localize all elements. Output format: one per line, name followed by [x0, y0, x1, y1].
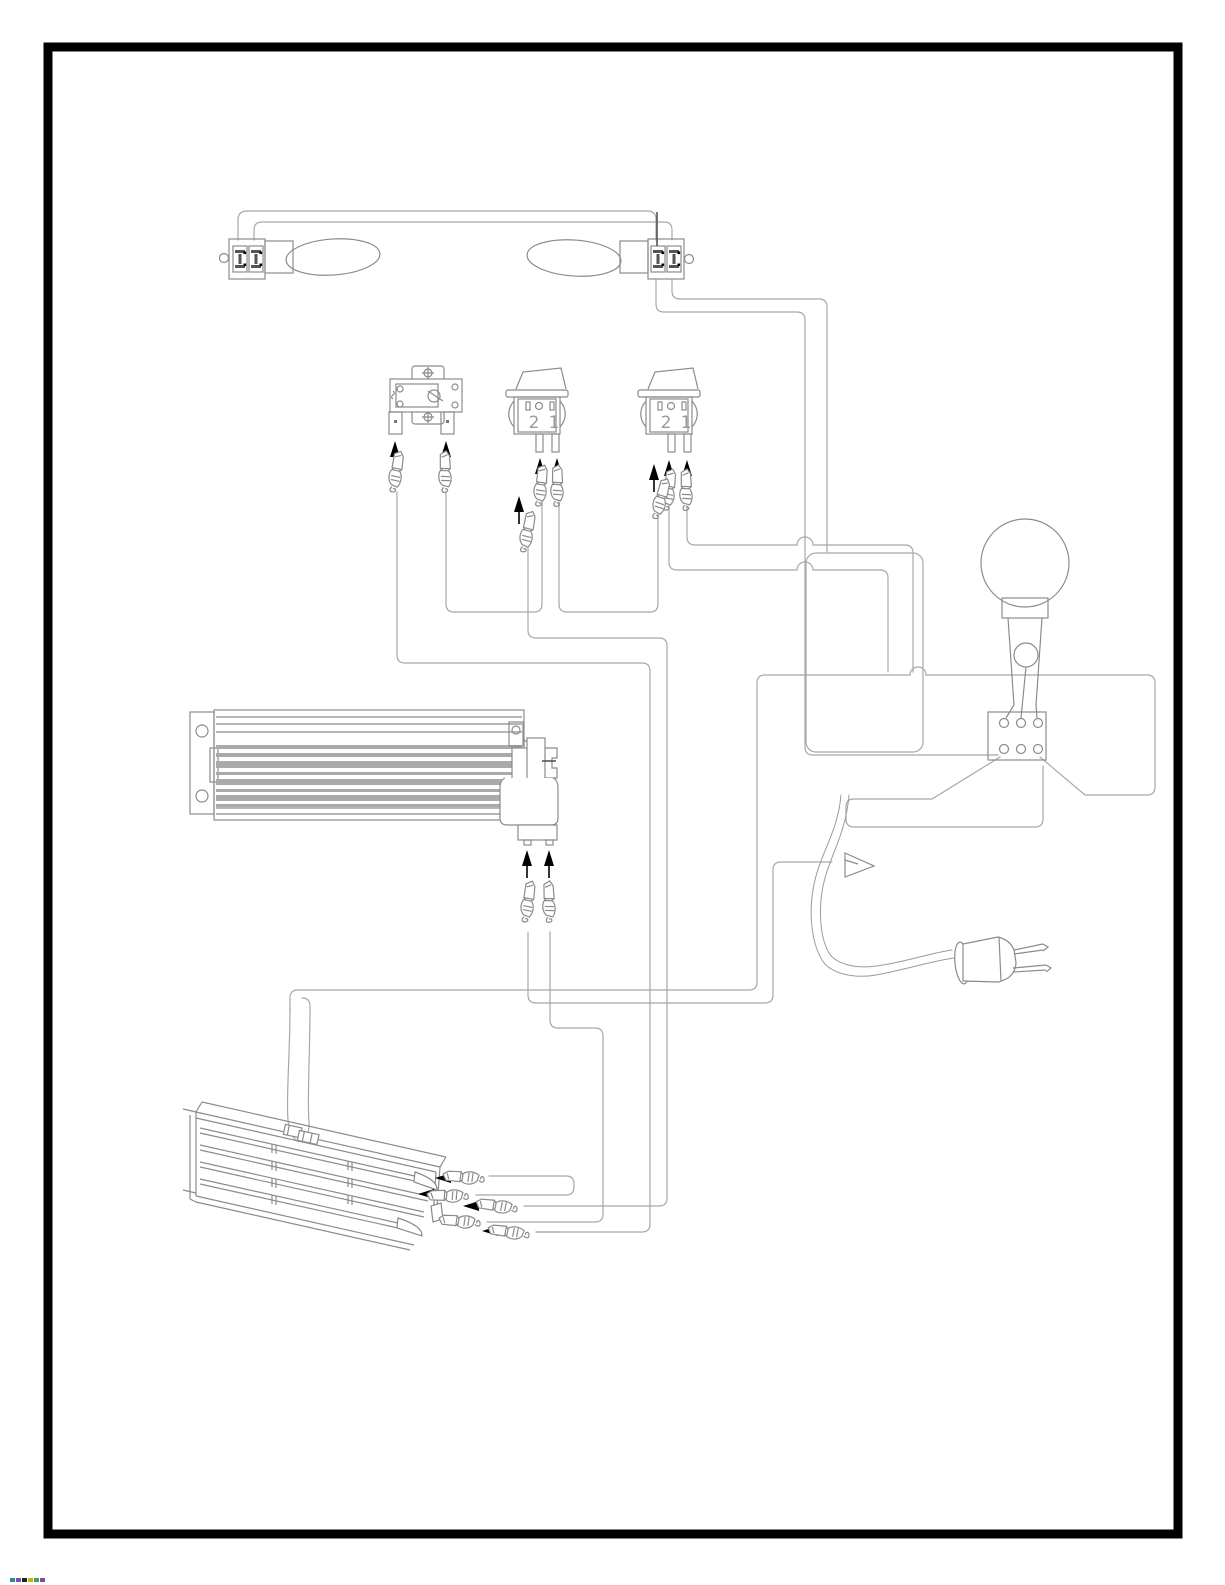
rocker-switch-2	[638, 368, 700, 452]
mounting-ear-icon	[220, 254, 229, 263]
socket-terminal-icon	[651, 246, 665, 272]
element-hairpin-wire	[476, 1176, 574, 1195]
thermal-cutout	[389, 366, 462, 434]
lamp-loop-inner-wire	[254, 222, 672, 240]
terminal-2-label: 2	[528, 413, 540, 433]
grille-feed-pair	[287, 998, 310, 1142]
sensing-bulb-icon	[981, 519, 1069, 607]
terminal-1-label: 1	[548, 413, 560, 433]
switch1-to-element-wire	[524, 548, 667, 1206]
end-flange-icon	[397, 1218, 422, 1236]
lamp-to-harness-wire	[672, 279, 827, 553]
mounting-ear-icon	[685, 255, 694, 264]
spade-connector-icon	[427, 1189, 469, 1203]
blower	[190, 710, 558, 845]
bulb-icon	[285, 236, 381, 278]
strain-relief-icon	[845, 853, 874, 877]
thermostat-left-loop-wire	[846, 757, 1043, 827]
switch2-pin1-wire	[687, 506, 913, 672]
insert-arrow-icon	[514, 496, 524, 524]
thermostat-loop-wire	[290, 667, 1155, 1012]
cord-line-1	[811, 795, 954, 976]
spade-connector-icon	[541, 881, 557, 923]
terminal-1-label: 1	[680, 413, 692, 433]
terminal-block	[988, 712, 1046, 760]
socket-terminal-icon	[233, 246, 247, 272]
thermostat	[981, 519, 1069, 760]
spade-connector-icon	[437, 451, 452, 493]
cord-line-2	[820, 795, 952, 967]
spade-connector-icon	[520, 880, 536, 922]
bulb-icon	[526, 237, 622, 279]
heating-element	[183, 1102, 446, 1250]
insert-arrow-icon	[544, 850, 554, 878]
end-flange-icon	[414, 1172, 437, 1190]
spade-connector-icon	[439, 1215, 481, 1229]
motor-wire-2	[487, 932, 603, 1222]
insert-arrow-icon	[522, 850, 532, 878]
wire-harness	[238, 211, 1155, 1232]
socket-terminal-icon	[667, 246, 681, 272]
spade-connector-icon	[475, 1199, 517, 1215]
blower-motor	[500, 722, 558, 845]
spade-connector-icon	[487, 1225, 529, 1241]
scan-artifact	[10, 1578, 45, 1582]
insert-arrow-icon	[649, 464, 659, 492]
spade-connector-icon	[443, 1171, 485, 1185]
terminal-2-label: 2	[660, 413, 672, 433]
switch1-to-switch2-wire	[559, 502, 658, 612]
rocker-switch-1	[506, 368, 568, 452]
spade-connector-icon	[549, 465, 563, 507]
plug-icon	[953, 937, 1051, 985]
spade-connector-icon	[518, 510, 536, 553]
socket-terminal-icon	[249, 246, 263, 272]
lamp-loop-outer-wire	[238, 211, 656, 240]
harness-outline-left	[806, 553, 923, 752]
switch2-pin2-wire	[669, 506, 888, 672]
spade-connector-icon	[387, 450, 404, 492]
lamp-left	[220, 236, 382, 279]
spade-connector-icon	[678, 469, 693, 511]
spade-connector-icon	[533, 465, 547, 507]
motor-wire-1	[528, 862, 832, 1003]
